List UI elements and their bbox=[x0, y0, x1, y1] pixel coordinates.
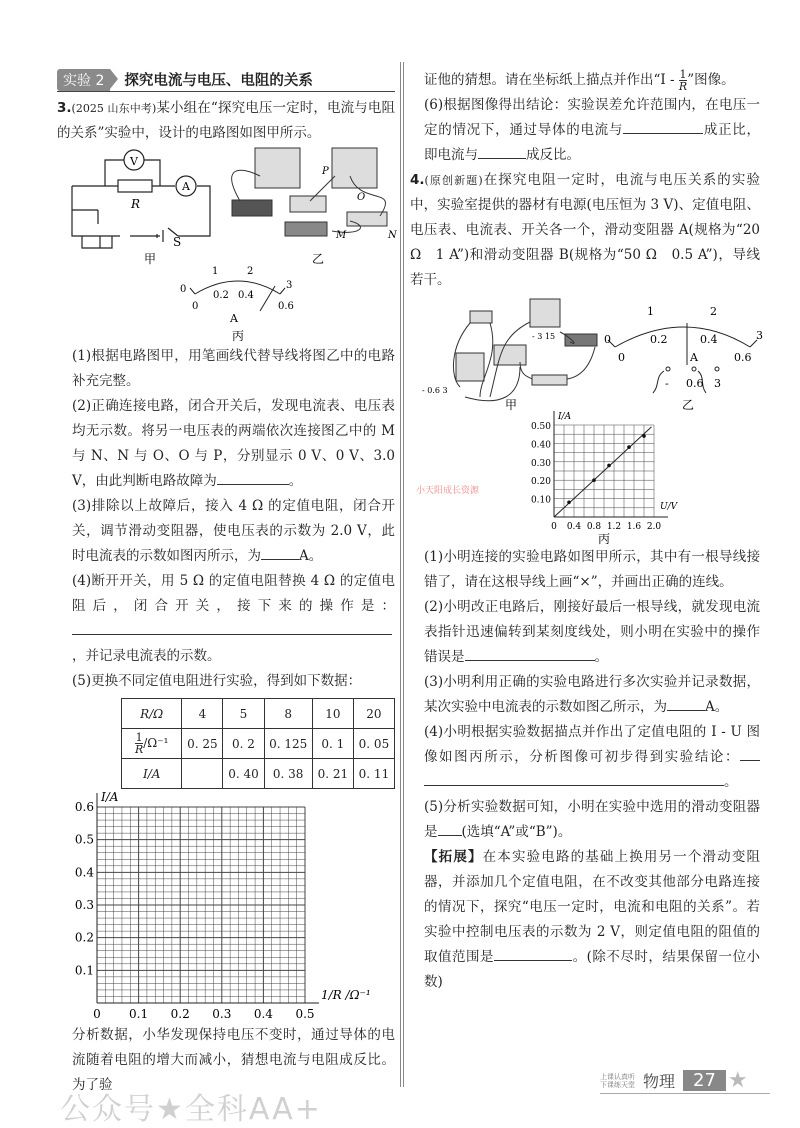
section-tag: 实验 2 bbox=[57, 69, 110, 91]
meter-scale-label: 0.4 bbox=[238, 290, 254, 301]
x-tick-label: 0.8 bbox=[586, 522, 602, 532]
terminal-label: - bbox=[665, 377, 669, 390]
x-tick-label: 0 bbox=[93, 1007, 101, 1021]
switch-label: S bbox=[173, 235, 182, 249]
circuit-diagram-jia bbox=[72, 150, 210, 248]
q4-part-3-end: A。 bbox=[705, 699, 729, 715]
q4-part-3 bbox=[424, 670, 760, 720]
terminal-n-label: N bbox=[388, 230, 397, 241]
table-cell: 0. 1 bbox=[312, 729, 353, 759]
y-tick-label: 0.2 bbox=[74, 930, 94, 945]
figure-label-jia: 甲 bbox=[505, 398, 518, 412]
row-header-unit: /Ω⁻¹ bbox=[143, 736, 169, 750]
table-cell: 0. 40 bbox=[223, 759, 264, 789]
q4-extension bbox=[424, 845, 760, 995]
frac-den: R bbox=[134, 743, 144, 756]
answer-blank[interactable] bbox=[740, 745, 760, 761]
q4-part-4 bbox=[424, 720, 760, 795]
question-4-stem bbox=[410, 168, 760, 293]
meter-unit: A bbox=[690, 351, 698, 364]
frac-num: 1 bbox=[679, 68, 687, 81]
q4-part-1: (1)小明连接的实验电路如图甲所示，其中有一根导线接错了，请在这根导线上画“×”，并画出正确的连线。 bbox=[424, 549, 760, 590]
table-cell bbox=[182, 759, 223, 789]
y-tick-label: 0.50 bbox=[530, 422, 551, 432]
table-row bbox=[122, 729, 395, 759]
table-cell: 4 bbox=[182, 699, 223, 729]
section-title: 探究电流与电压、电阻的关系 bbox=[124, 73, 313, 89]
table-cell: 0. 25 bbox=[182, 729, 223, 759]
meter-scale-label: 1 bbox=[647, 305, 654, 318]
answer-blank[interactable] bbox=[217, 469, 289, 485]
table-cell: 0. 11 bbox=[353, 759, 394, 789]
question-3-parts bbox=[57, 344, 395, 694]
x-tick-label: 0.3 bbox=[212, 1007, 232, 1021]
terminal-p-label: P bbox=[322, 166, 329, 177]
x-axis-label: 1/R /Ω⁻¹ bbox=[321, 988, 371, 1002]
meter-scale-label: 0 bbox=[180, 284, 187, 295]
answer-blank[interactable] bbox=[623, 118, 703, 134]
data-point bbox=[627, 445, 631, 449]
meter-scale-label: 0.4 bbox=[700, 333, 718, 346]
page-footer bbox=[600, 1068, 770, 1094]
i-u-chart bbox=[520, 411, 700, 545]
right-column bbox=[410, 68, 763, 995]
q4-figures bbox=[420, 297, 765, 413]
frac-den: R bbox=[678, 80, 688, 93]
meter-scale-label: 3 bbox=[756, 329, 763, 342]
y-axis-label: I/A bbox=[558, 412, 572, 422]
q4-part-4-end: 。 bbox=[724, 774, 738, 790]
figure-label-jia: 甲 bbox=[144, 252, 157, 266]
table-cell: 0. 38 bbox=[264, 759, 312, 789]
q4-part-4-text: (4)小明根据实验数据描点并作出了定值电阻的 I - U 图像如图丙所示，分析图像可初步得到实验结论： bbox=[424, 724, 760, 765]
apparatus-jia bbox=[453, 299, 597, 401]
q4-part-3-text: (3)小明利用正确的实验电路进行多次实验并记录数据，某次实验中电流表的示数如图乙所示，为 bbox=[424, 674, 760, 715]
y-tick-label: 0.10 bbox=[530, 495, 551, 506]
answer-blank[interactable] bbox=[667, 695, 705, 711]
graph-paper-chart[interactable] bbox=[60, 789, 380, 1023]
meter-scale-label: 2 bbox=[247, 266, 254, 277]
column-divider bbox=[403, 62, 404, 1087]
figure-label-yi: 乙 bbox=[312, 252, 325, 266]
q3-part-4-text: (4)断开开关，用 5 Ω 的定值电阻替换 4 Ω 的定值电阻后，闭合开关，接下来的操作是： bbox=[72, 573, 395, 614]
answer-blank[interactable] bbox=[72, 619, 182, 635]
q3-part-3-text: (3)排除以上故障后，接入 4 Ω 的定值电阻，闭合开关，调节滑动变阻器，使电压表的示数为 2.0 V，此时电流表的示数如图丙所示，为 bbox=[72, 498, 395, 564]
row-header: R/Ω bbox=[122, 699, 182, 729]
section-header bbox=[57, 68, 395, 92]
cont-text-end: ”图像。 bbox=[687, 72, 735, 88]
answer-blank[interactable] bbox=[261, 544, 299, 560]
q3-part-2-end: 。 bbox=[288, 473, 303, 489]
terminal-label: 3 bbox=[714, 377, 721, 390]
meter-scale-label: 0 bbox=[618, 351, 625, 364]
table-cell: 0. 05 bbox=[353, 729, 394, 759]
q4-part-5-text: (5)分析实验数据可知，小明在实验中选用的滑动变阻器是 bbox=[424, 799, 760, 840]
q4-part-5 bbox=[424, 795, 760, 845]
q3-figures bbox=[60, 146, 395, 344]
watermark: 公众号★全科AA+ bbox=[60, 1092, 322, 1127]
y-tick-label: 0.4 bbox=[74, 865, 94, 880]
q3-part-1: (1)根据电路图甲，用笔画线代替导线将图乙中的电路补充完整。 bbox=[72, 348, 395, 389]
ammeter-symbol: A bbox=[182, 180, 190, 193]
table-cell: 0. 2 bbox=[223, 729, 264, 759]
q4-part-2-end: 。 bbox=[594, 649, 608, 665]
p6-text: (6)根据图像得出结论：实验误差允许范围内，在电压一定的情况下，通过导体的电流与 bbox=[424, 97, 760, 138]
table-cell: 10 bbox=[312, 699, 353, 729]
terminal-label: 0.6 bbox=[686, 377, 704, 390]
slogan-line: 下课练天堂 bbox=[600, 1080, 635, 1089]
question-3-stem bbox=[57, 96, 395, 146]
extension-text: 在本实验电路的基础上换用另一个滑动变阻器，并添加几个定值电阻，在不改变其他部分电路连接的情况下，探究“电压一定时，电流和电阻的关系”。若实验中控制电压表的示数为 2 V，则定值电阻的阻值的取值范围是 bbox=[424, 849, 761, 965]
subject-label: 物理 bbox=[643, 1072, 676, 1091]
question-number: 4. bbox=[410, 172, 425, 188]
meter-scale-label: 0.6 bbox=[278, 301, 294, 312]
answer-blank[interactable] bbox=[182, 619, 392, 635]
chart-title: 丙 bbox=[597, 532, 611, 546]
figure-label-yi: 乙 bbox=[682, 398, 695, 412]
resistor-label: R bbox=[131, 197, 141, 211]
q4-figure-block bbox=[410, 293, 763, 546]
answer-blank[interactable] bbox=[424, 770, 724, 786]
terminal-m-label: M bbox=[336, 230, 347, 241]
slogan-line: 上课认真听 bbox=[600, 1072, 635, 1081]
x-tick-label: 2.0 bbox=[646, 522, 662, 532]
extension-tag: 【拓展】 bbox=[424, 849, 483, 865]
y-tick-label: 0.6 bbox=[74, 800, 94, 814]
terminal-o-label: O bbox=[357, 192, 366, 203]
y-axis-label: I/A bbox=[101, 790, 119, 804]
x-tick-label: 0 bbox=[551, 522, 557, 532]
q3-analysis-text: 分析数据，小华发现保持电压不变时，通过导体的电流随着电阻的增大而减小，猜想电流与电阻成反比。为了验 bbox=[72, 1027, 395, 1093]
table-cell: 20 bbox=[353, 699, 394, 729]
ammeter-terminal-labels: - 0.6 3 bbox=[422, 386, 448, 395]
meter-scale-label: 1 bbox=[212, 266, 219, 277]
answer-blank[interactable] bbox=[465, 645, 595, 661]
x-tick-label: 0.4 bbox=[566, 522, 582, 532]
data-point bbox=[592, 478, 596, 482]
q3-part-2 bbox=[72, 394, 395, 494]
data-point bbox=[567, 500, 571, 504]
data-table bbox=[121, 698, 395, 789]
question-source: (原创新题) bbox=[424, 174, 483, 187]
table-cell: 8 bbox=[264, 699, 312, 729]
table-row bbox=[122, 699, 395, 729]
meter-unit: A bbox=[230, 312, 238, 325]
question-4-parts bbox=[410, 545, 760, 995]
y-tick-label: 0.1 bbox=[74, 963, 94, 978]
meter-scale-label: 0.2 bbox=[650, 333, 668, 346]
table-cell: 0. 125 bbox=[264, 729, 312, 759]
question-stem: 在探究电阻一定时，电流与电压关系的实验中，实验室提供的器材有电源(电压恒为 3 V)、定值电阻、电压表、电流表、开关各一个，滑动变阻器 A(规格为“20 Ω 1 A”)和滑动变阻器 B(规格为“50 Ω 0.5 A”)，导线若干。 bbox=[410, 172, 760, 288]
cont-text: 证他的猜想。请在坐标纸上描点并作出“I - bbox=[424, 72, 679, 88]
x-tick-label: 0.5 bbox=[295, 1007, 315, 1021]
meter-scale-label: 3 bbox=[286, 280, 293, 291]
right-column-text bbox=[410, 68, 760, 168]
frac-num: 1 bbox=[135, 731, 143, 744]
x-tick-label: 0.4 bbox=[253, 1007, 273, 1021]
x-axis-label: U/V bbox=[660, 502, 678, 512]
meter-scale-label: 0.6 bbox=[734, 351, 752, 364]
watermark-red: 小天阳成长资源 bbox=[416, 486, 480, 496]
y-tick-label: 0.3 bbox=[74, 898, 94, 912]
voltmeter-terminal-labels: - 3 15 bbox=[532, 332, 556, 341]
footer-slogan bbox=[600, 1073, 635, 1089]
x-tick-label: 0.2 bbox=[170, 1007, 190, 1021]
star-mascot-icon: ★ bbox=[727, 1068, 748, 1093]
meter-scale-label: 0 bbox=[192, 301, 199, 312]
answer-blank[interactable] bbox=[438, 820, 462, 836]
question-source: (2025 山东中考) bbox=[71, 102, 157, 115]
table-cell: 5 bbox=[223, 699, 264, 729]
answer-blank[interactable] bbox=[494, 945, 572, 961]
row-header bbox=[122, 729, 182, 759]
q3-part-4-end: ，并记录电流表的示数。 bbox=[72, 648, 221, 664]
q4-part-2-text: (2)小明改正电路后，刚接好最后一根导线，就发现电流表指针迅速偏转到某刻度线处，则小明在实验中的操作错误是 bbox=[424, 599, 760, 665]
y-tick-label: 0.5 bbox=[74, 832, 94, 847]
p6-text-mid: 成正比，即电流与 bbox=[424, 122, 761, 163]
x-tick-label: 0.1 bbox=[129, 1007, 149, 1021]
p6-text-end: 成反比。 bbox=[526, 147, 580, 163]
table-cell: 0. 21 bbox=[312, 759, 353, 789]
q3-part-3 bbox=[72, 494, 395, 569]
left-column bbox=[57, 68, 395, 1098]
table-row bbox=[122, 759, 395, 789]
extension-text-end: 。(除不尽时，结果保留一位小数) bbox=[424, 949, 760, 990]
q3-continuation bbox=[424, 68, 760, 93]
question-stem: 某小组在“探究电压一定时，电流与电阻的关系”实验中，设计的电路图如图甲所示。 bbox=[57, 100, 396, 141]
voltmeter-symbol: V bbox=[130, 155, 138, 168]
q4-part-5-end: (选填“A”或“B”)。 bbox=[461, 824, 572, 840]
column-divider bbox=[400, 62, 401, 1087]
y-tick-label: 0.30 bbox=[530, 458, 551, 469]
x-tick-label: 1.2 bbox=[606, 522, 622, 532]
row-header: I/A bbox=[122, 759, 182, 789]
q3-part-6 bbox=[424, 93, 760, 168]
q3-part-5: (5)更换不同定值电阻进行实验，得到如下数据： bbox=[72, 673, 362, 689]
page-number: 27 bbox=[683, 1070, 726, 1091]
figure-label-bing: 丙 bbox=[232, 329, 245, 343]
answer-blank[interactable] bbox=[478, 143, 526, 159]
x-tick-label: 1.6 bbox=[626, 522, 642, 532]
q3-part-4 bbox=[72, 569, 395, 669]
y-tick-label: 0.20 bbox=[530, 477, 551, 488]
data-point bbox=[607, 464, 611, 468]
q3-part-3-end: A。 bbox=[299, 548, 323, 564]
data-point bbox=[642, 434, 646, 438]
meter-scale-label: 0 bbox=[604, 333, 611, 346]
meter-scale-label: 0.2 bbox=[213, 290, 229, 301]
question-number: 3. bbox=[57, 100, 72, 116]
meter-scale-label: 2 bbox=[710, 305, 717, 318]
q4-part-2 bbox=[424, 595, 760, 670]
q3-part-2-text: (2)正确连接电路，闭合开关后，发现电流表、电压表均无示数。将另一电压表的两端依次连接图乙中的 M 与 N、N 与 O、O 与 P，分别显示 0 V、0 V、3.0 V，由此判断电路故障为 bbox=[72, 398, 395, 489]
y-tick-label: 0.40 bbox=[530, 440, 551, 451]
